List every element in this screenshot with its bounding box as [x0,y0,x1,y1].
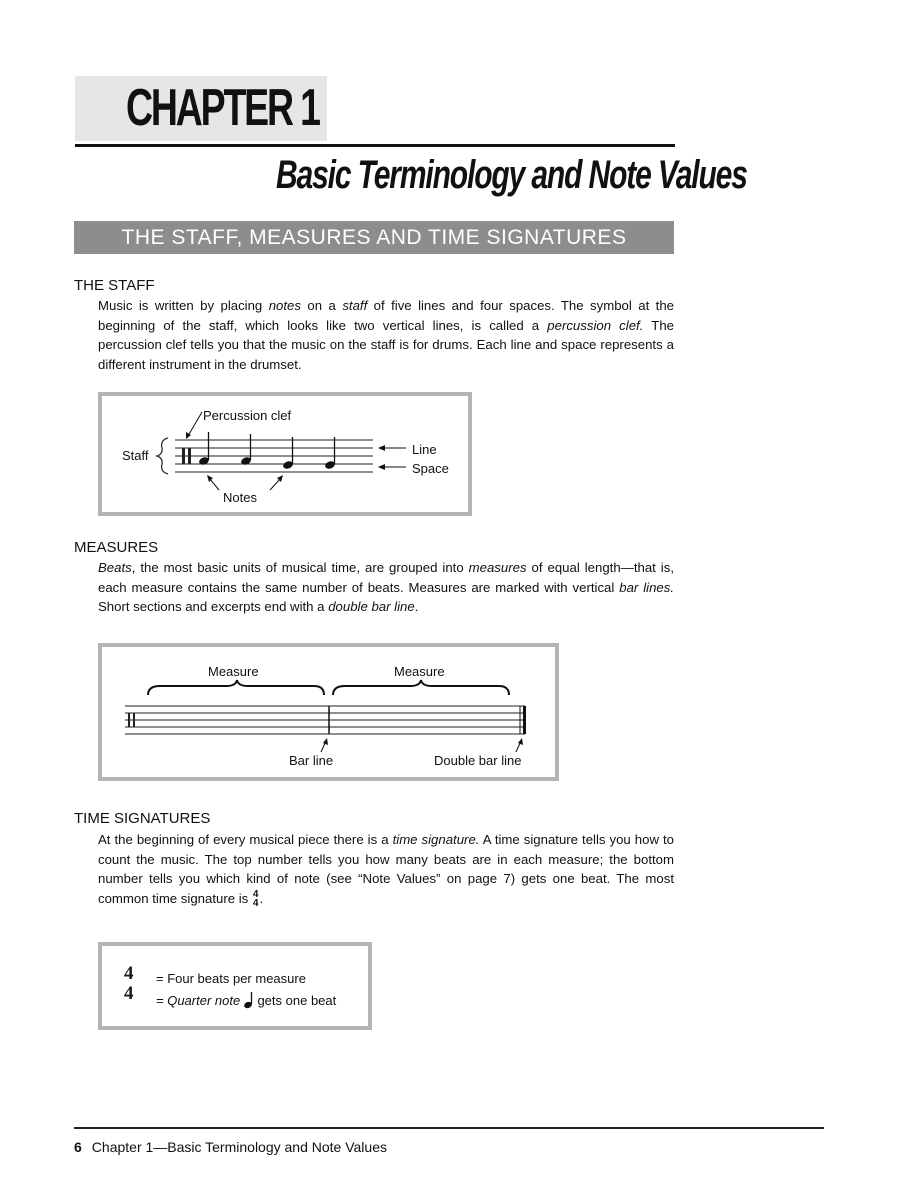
quarter-note-icon [244,991,254,1009]
measures-heading: MEASURES [74,539,159,556]
staff-paragraph: Music is written by placing notes on a staff of five lines and four spaces. The symbol at the beginning of the staff, which looks like two vertical lines, is called a percussion clef. The percussion clef tells you that the music on the staff is for drums. Each line and space represents a different instrument in the drumset. [98,298,675,372]
line-label: Line [412,442,437,457]
measure-label-1: Measure [208,664,259,679]
space-label: Space [412,461,449,476]
inline-time-signature: 4 4 [252,889,259,910]
chapter-title: Basic Terminology and Note Values [276,153,747,197]
chapter-label: CHAPTER 1 [126,79,319,137]
section-banner: THE STAFF, MEASURES AND TIME SIGNATURES [74,221,674,254]
time-signatures-paragraph: At the beginning of every musical piece there is a time signature. A time signature tells you how to count the music. The top number tells you how many beats are in each measure; the bottom number tells you which kind of note (see “Note Values” on page 7) gets one beat. The most common time signature is 4 4 . [98,832,674,910]
four-beats-text: = Four beats per measure [156,971,306,986]
staff-heading: THE STAFF [74,277,155,294]
notes-label: Notes [223,490,257,505]
time-signatures-heading: TIME SIGNATURES [74,810,211,827]
quarter-note-text: = Quarter note gets one beat [156,993,337,1008]
staff-figure [98,392,472,516]
footer-chapter-title: Chapter 1—Basic Terminology and Note Values [91,1139,387,1155]
measures-paragraph: Beats, the most basic units of musical time, are grouped into measures of equal length—that is, each measure contains the same number of beats. Measures are marked with vertical bar lines. Short sections and excerpts end with a double bar line. [98,560,674,614]
footer-rule [74,1127,824,1129]
bar-line-label: Bar line [289,753,334,768]
header-rule [75,144,675,147]
double-bar-line-label: Double bar line [434,753,522,768]
time-signature-symbol: 4 4 [124,963,134,1004]
percussion-clef-label: Percussion clef [203,408,292,423]
time-signature-figure [98,942,372,1030]
page-footer [74,1139,387,1155]
measure-label-2: Measure [394,664,445,679]
measures-figure [98,643,559,781]
page-number: 6 [74,1139,82,1155]
staff-label: Staff [122,448,149,463]
